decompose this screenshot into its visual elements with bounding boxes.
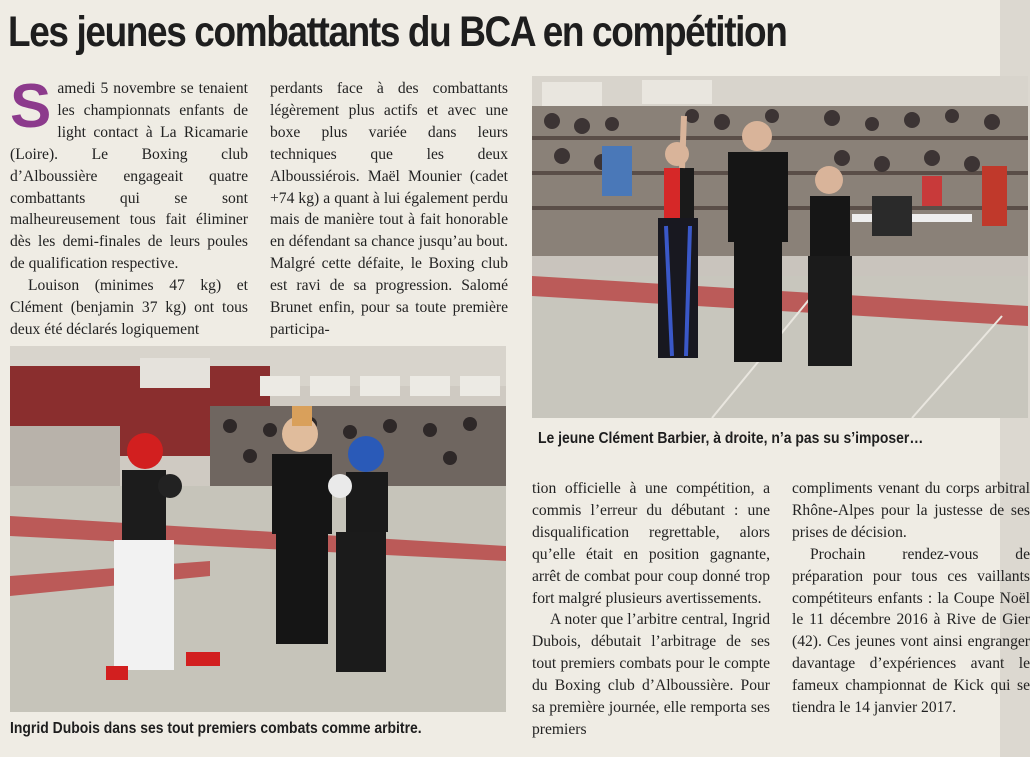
col4-paragraph-1: compliments venant du corps arbitral Rhône-Alpes pour la justesse de ses prises de décision. <box>792 480 1030 541</box>
col1-paragraph-2: Louison (minimes 47 kg) et Clément (benjamin 37 kg) ont tous deux été déclarés logiquement <box>10 277 248 338</box>
caption-right-photo: Le jeune Clément Barbier, à droite, n’a pas su s’imposer… <box>538 430 924 447</box>
caption-left-photo: Ingrid Dubois dans ses tout premiers combats comme arbitre. <box>10 720 422 737</box>
col3-paragraph-2: A noter que l’arbitre central, Ingrid Dubois, débutait l’arbitrage de ses tout premiers combats pour le compte du Boxing club d’Alboussière. Pour sa première journée, elle remporta ses premiers <box>532 611 770 738</box>
photo-clement-barbier <box>532 76 1028 418</box>
col1-paragraph-1: amedi 5 novembre se tenaient les championnats enfants de light contact à La Ricamarie (Loire). Le Boxing club d’Alboussière engageait quatre combattants qui se sont malheureusement tous fait éliminer dès les demi-finales de leurs poules de qualification respective. <box>10 80 248 273</box>
col3-paragraph-1: tion officielle à une compétition, a commis l’erreur du débutant : une disqualification regrettable, alors qu’elle était en position gagnante, arrêt de combat pour coup donné trop fort malgré plusieurs avertissements. <box>532 480 770 607</box>
photo-referee-and-fighters <box>532 76 1028 418</box>
article-column-4 <box>792 478 1030 719</box>
col4-paragraph-2: Prochain rendez-vous de préparation pour tous ces vaillants compétiteurs enfants : la Coupe Noël le 11 décembre 2016 à Rive de Gier (42). Ces jeunes vont ainsi engranger davantage d’expériences avant le fameux championnat de Kick qui se tiendra le 14 janvier 2017. <box>792 545 1030 717</box>
article-column-3 <box>532 478 770 741</box>
drop-cap: S <box>10 72 52 141</box>
photo-ingrid-dubois <box>10 346 506 712</box>
article-column-1 <box>10 72 248 341</box>
article-column-2 <box>270 78 508 341</box>
col2-paragraph-1: perdants face à des combattants légèrement plus actifs et avec une boxe plus variée dans leurs techniques que les deux Alboussiérois. Maël Mounier (cadet +74 kg) a quant à lui également perdu mais de manière tout à fait honorable en défendant sa chance jusqu’au bout. Malgré cette défaite, le Boxing club est ravi de sa progression. Salomé Brunet enfin, pour sa toute première participa- <box>270 80 508 338</box>
photo-referee-first-fight <box>10 346 506 712</box>
headline: Les jeunes combattants du BCA en compétition <box>8 8 787 56</box>
